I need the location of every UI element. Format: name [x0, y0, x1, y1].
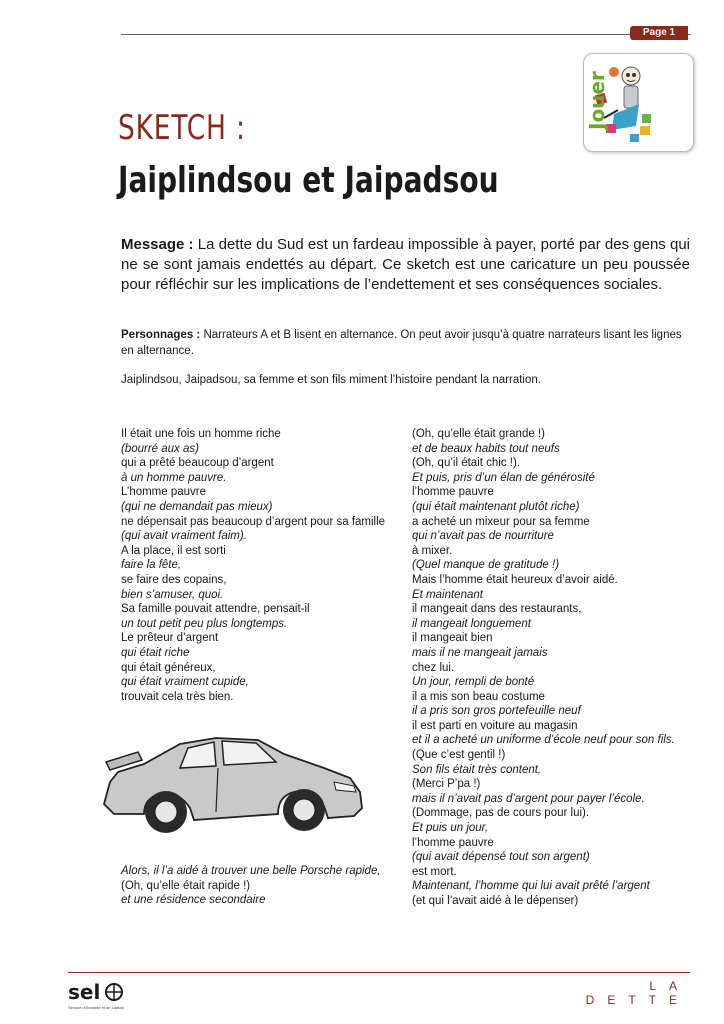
- narration-line: (Que c’est gentil !): [412, 749, 506, 762]
- jouer-word: [584, 54, 614, 134]
- narration-line: ne dépensait pas beaucoup d’argent pour sa famille: [121, 515, 386, 528]
- narration-line: Et maintenant: [412, 588, 483, 601]
- narration-line: Un jour, rempli de bonté: [412, 676, 535, 689]
- narration-line: faire la fête,: [121, 559, 182, 572]
- narration-line: A la place, il est sorti: [121, 544, 226, 557]
- narration-line: Maintenant, l’homme qui lui avait prêté l’argent: [412, 880, 650, 893]
- narration-line: (Quel manque de gratitude !): [412, 559, 560, 572]
- narration-line: mais il n’avait pas d’argent pour payer l’école.: [412, 792, 645, 805]
- sketch-title: SKETCH :: [118, 108, 246, 148]
- svg-text:sel: sel: [68, 980, 101, 1004]
- message-text: La dette du Sud est un fardeau impossible à payer, porté par des gens qui ne se sont jamais endettés au départ. Ce sketch est une caricature un peu poussée pour réfléchir sur les implications de l’endettement et ses conséquences sociales.: [121, 236, 690, 293]
- narration-line: L’homme pauvre: [121, 486, 207, 499]
- narration-line: Alors, il l’a aidé à trouver une belle Porsche rapide,: [121, 865, 381, 877]
- narration-line: qui n’avait pas de nourriture: [412, 530, 554, 543]
- narration-line: qui était généreux,: [121, 661, 216, 674]
- narration-line: et il a acheté un uniforme d’école neuf pour son fils.: [412, 734, 675, 747]
- narration-line: qui était riche: [121, 646, 190, 659]
- narration-line: (Merci P’pa !): [412, 778, 481, 791]
- narration-line: il a pris son gros portefeuille neuf: [412, 705, 581, 718]
- narration-line: l’homme pauvre: [412, 486, 494, 499]
- page-title: Jaiplindsou et Jaipadsou: [118, 160, 499, 201]
- narration-line: et une résidence secondaire: [121, 894, 266, 907]
- right-column: [412, 427, 692, 909]
- narration-line: à un homme pauvre.: [121, 471, 227, 484]
- narration-line: il mangeait bien: [412, 632, 493, 645]
- narration-line: Mais l’homme était heureux d’avoir aidé.: [412, 573, 618, 586]
- message-paragraph: [121, 235, 690, 295]
- page-number-badge: Page 1: [630, 26, 688, 40]
- footer-section-title: LA DETTE: [585, 979, 690, 1007]
- narration-line: (Oh, qu’elle était rapide !): [121, 879, 251, 892]
- narration-line: il a mis son beau costume: [412, 690, 545, 703]
- message-label: Message :: [121, 236, 194, 253]
- narration-line: Son fils était très content,: [412, 763, 542, 776]
- personnages-label: Personnages :: [121, 329, 201, 341]
- narration-line: se faire des copains,: [121, 573, 227, 586]
- narration-line: (bourré aux as): [121, 442, 199, 455]
- narration-line: il mangeait dans des restaurants,: [412, 603, 582, 616]
- narration-line: (Oh, qu’elle était grande !): [412, 428, 545, 440]
- narration-line: l’homme pauvre: [412, 836, 494, 849]
- narration-line: mais il ne mangeait jamais: [412, 646, 548, 659]
- cast-paragraph: Jaiplindsou, Jaipadsou, sa femme et son fils miment l’histoire pendant la narration.: [121, 374, 541, 386]
- narration-line: chez lui.: [412, 661, 455, 674]
- narration-line: bien s’amuser, quoi.: [121, 588, 224, 601]
- narration-line: (qui avait vraiment faim).: [121, 530, 247, 543]
- left-column: [121, 427, 391, 704]
- narration-line: à mixer.: [412, 544, 453, 557]
- left-column-bottom: [121, 864, 391, 908]
- narration-line: Le prêteur d’argent: [121, 632, 219, 645]
- narration-line: (qui était maintenant plutôt riche): [412, 500, 580, 513]
- logo-subtitle: Service d’Entraide et de Liaison: [68, 1005, 125, 1010]
- narration-line: il est parti en voiture au magasin: [412, 719, 578, 732]
- narration-line: est mort.: [412, 865, 457, 878]
- narration-line: un tout petit peu plus longtemps.: [121, 617, 288, 630]
- porsche-car-illustration: [98, 732, 366, 840]
- narration-line: Et puis, pris d’un élan de générosité: [412, 471, 595, 484]
- narration-line: a acheté un mixeur pour sa femme: [412, 515, 590, 528]
- header-rule: [121, 34, 691, 35]
- narration-line: (Dommage, pas de cours pour lui).: [412, 807, 590, 820]
- narration-line: qui était vraiment cupide,: [121, 676, 249, 689]
- jouer-logo: [583, 53, 694, 152]
- narration-line: (Oh, qu’il était chic !).: [412, 457, 521, 470]
- narration-line: et de beaux habits tout neufs: [412, 442, 560, 455]
- narration-line: Sa famille pouvait attendre, pensait-il: [121, 603, 310, 616]
- narration-line: (qui avait dépensé tout son argent): [412, 851, 590, 864]
- svg-text:Jouer: Jouer: [585, 71, 609, 130]
- personnages-paragraph: [121, 327, 690, 359]
- narration-line: Il était une fois un homme riche: [121, 428, 281, 440]
- narration-line: il mangeait longuement: [412, 617, 531, 630]
- narration-line: Et puis un jour,: [412, 822, 489, 835]
- narration-line: qui a prêté beaucoup d’argent: [121, 457, 274, 470]
- narration-line: (et qui l’avait aidé à le dépenser): [412, 895, 579, 907]
- narration-line: trouvait cela très bien.: [121, 690, 234, 703]
- footer-rule: [68, 972, 690, 973]
- sel-logo: [68, 979, 128, 1007]
- personnages-text: Narrateurs A et B lisent en alternance. On peut avoir jusqu’à quatre narrateurs lisant les lignes en alternance.: [121, 329, 682, 357]
- narration-line: (qui ne demandait pas mieux): [121, 500, 273, 513]
